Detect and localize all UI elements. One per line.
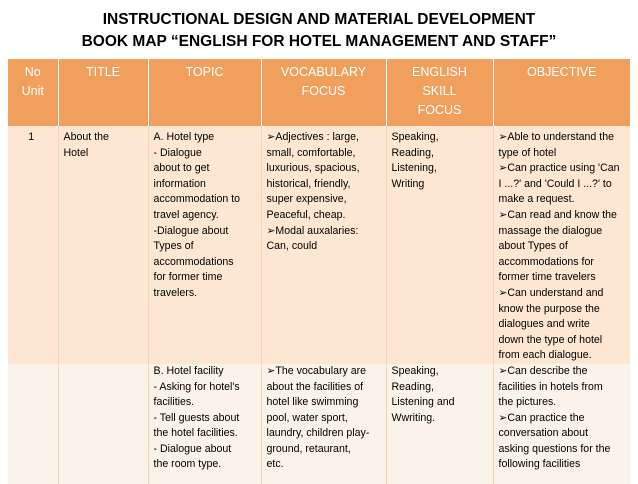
cell-topic: B. Hotel facility - Asking for hotel's facilities. - Tell guests about the hotel facilities. - Dialogue about the room type. xyxy=(148,364,261,484)
document-subtitle: BOOK MAP “ENGLISH FOR HOTEL MANAGEMENT AND STAFF” xyxy=(81,33,557,50)
cell-topic: A. Hotel type - Dialogue about to get information accommodation to travel agency. -Dialogue about Types of accommodations for former time travelers. xyxy=(148,126,261,364)
cell-no: 1 xyxy=(8,126,58,364)
table-header-row xyxy=(8,59,630,126)
cell-skill: Speaking, Reading, Listening, Writing xyxy=(386,126,493,364)
cell-objective: ➢Can describe the facilities in hotels from the pictures. ➢Can practice the conversation about asking questions for the following facilities xyxy=(493,364,630,484)
cell-objective: ➢Able to understand the type of hotel ➢Can practice using 'Can I ...?' and 'Could I ...?' to make a request. ➢Can read and know the massage the dialogue about Types of accommodations for former time travelers ➢Can understand and know the purpose the dialogues and write down the type of hotel from each dialogue. xyxy=(493,126,630,364)
document-title: INSTRUCTIONAL DESIGN AND MATERIAL DEVELOPMENT xyxy=(102,11,536,28)
cell-no xyxy=(8,364,58,484)
header-objective: OBJECTIVE xyxy=(493,59,630,126)
cell-title xyxy=(58,364,148,484)
cell-skill: Speaking, Reading, Listening and Wwriting. xyxy=(386,364,493,484)
table-row xyxy=(8,364,630,484)
header-no-unit: No Unit xyxy=(8,59,58,126)
header-title: TITLE xyxy=(58,59,148,126)
cell-vocabulary: ➢Adjectives : large, small, comfortable, luxurious, spacious, historical, friendly, super expensive, Peaceful, cheap. ➢Modal auxalaries: Can, could xyxy=(261,126,386,364)
header-english-skill-focus: ENGLISH SKILL FOCUS xyxy=(386,59,493,126)
header-vocabulary-focus: VOCABULARY FOCUS xyxy=(261,59,386,126)
header-topic: TOPIC xyxy=(148,59,261,126)
cell-title: About the Hotel xyxy=(58,126,148,364)
book-map-table xyxy=(8,59,630,484)
cell-vocabulary: ➢The vocabulary are about the facilities of hotel like swimming pool, water sport, laundry, children play- ground, retaurant, etc. xyxy=(261,364,386,484)
table-row xyxy=(8,126,630,364)
